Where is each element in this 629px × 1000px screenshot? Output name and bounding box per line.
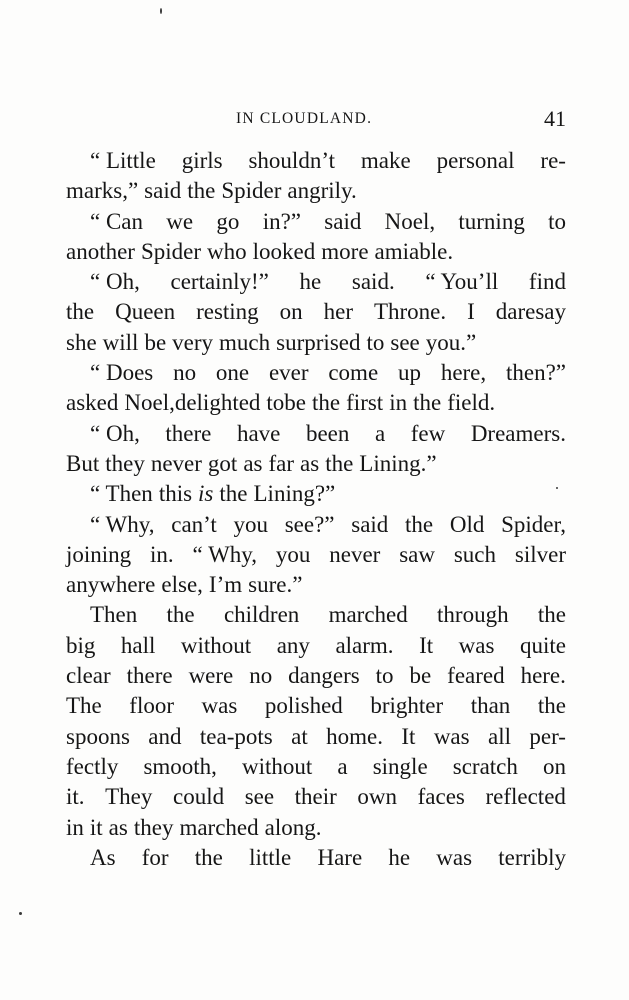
word: find bbox=[528, 269, 566, 295]
word: first bbox=[346, 390, 384, 416]
word: up bbox=[397, 360, 421, 386]
word: As bbox=[90, 844, 116, 870]
word: no bbox=[173, 360, 197, 386]
word: one bbox=[215, 360, 250, 386]
word: be bbox=[409, 663, 432, 689]
word: angrily. bbox=[287, 178, 357, 204]
word: personal bbox=[436, 148, 515, 173]
word: it bbox=[89, 814, 103, 840]
word: surprised bbox=[276, 329, 361, 355]
text-line bbox=[66, 328, 566, 358]
word: their bbox=[294, 784, 337, 810]
word: hall bbox=[120, 632, 156, 658]
word: own bbox=[357, 784, 398, 810]
word: be bbox=[144, 329, 167, 355]
word: and bbox=[148, 723, 182, 749]
word: much bbox=[219, 329, 271, 355]
word: alarm. bbox=[335, 632, 394, 658]
word: the bbox=[537, 602, 566, 628]
word: you bbox=[233, 511, 269, 537]
word: to bbox=[548, 208, 566, 234]
word: on bbox=[279, 299, 303, 325]
text-line bbox=[66, 267, 566, 297]
word: They bbox=[105, 784, 153, 810]
word: brighter bbox=[370, 693, 444, 719]
word: girls bbox=[181, 148, 223, 173]
word: Lining?” bbox=[253, 481, 336, 507]
word: could bbox=[172, 784, 225, 810]
word: saw bbox=[399, 541, 435, 567]
word: in?” bbox=[262, 208, 301, 234]
word: make bbox=[360, 148, 411, 173]
text-line bbox=[66, 388, 566, 418]
word: Spider bbox=[140, 238, 202, 264]
word: “ Little bbox=[90, 148, 156, 173]
word: spoons bbox=[66, 723, 130, 749]
word: quite bbox=[519, 632, 566, 658]
word: got bbox=[207, 450, 238, 476]
word: turning bbox=[458, 208, 525, 234]
word: as bbox=[108, 814, 128, 840]
word: single bbox=[372, 753, 428, 779]
word: “ Does bbox=[90, 360, 154, 386]
print-speck-left bbox=[19, 912, 22, 915]
word: else, bbox=[161, 572, 203, 598]
word: little bbox=[249, 844, 292, 870]
text-line bbox=[66, 661, 566, 691]
word: see bbox=[244, 784, 275, 810]
text-line bbox=[66, 237, 566, 267]
text-line bbox=[66, 510, 566, 540]
word: very bbox=[172, 329, 214, 355]
word: shouldn’t bbox=[248, 148, 335, 173]
word: “ Why, bbox=[90, 511, 155, 537]
word: “ You’ll bbox=[425, 269, 499, 295]
word: in. bbox=[150, 541, 174, 567]
word: the bbox=[219, 481, 248, 507]
word: sure.” bbox=[248, 572, 303, 598]
word: faces bbox=[417, 784, 465, 810]
word: Lining.” bbox=[359, 450, 437, 476]
word: without bbox=[180, 632, 252, 658]
word: re- bbox=[540, 148, 566, 173]
word: said bbox=[144, 178, 182, 204]
text-line bbox=[66, 146, 566, 176]
word: such bbox=[453, 541, 497, 567]
word: It bbox=[401, 723, 416, 749]
text-line bbox=[66, 419, 566, 449]
word: this bbox=[158, 481, 193, 507]
word: was bbox=[201, 693, 238, 719]
word: Spider bbox=[221, 178, 282, 204]
word: they bbox=[105, 450, 145, 476]
running-head bbox=[66, 106, 566, 130]
word: Noel,delighted bbox=[124, 390, 261, 416]
word: But bbox=[66, 450, 100, 476]
word: all bbox=[487, 723, 511, 749]
word: home. bbox=[326, 723, 383, 749]
text-line bbox=[66, 540, 566, 570]
print-speck-top bbox=[160, 8, 162, 14]
word: he bbox=[299, 269, 322, 295]
word: was bbox=[436, 844, 473, 870]
word: said bbox=[351, 511, 389, 537]
word: come bbox=[328, 360, 379, 386]
text-line bbox=[66, 600, 566, 630]
word: for bbox=[141, 844, 169, 870]
text-line bbox=[66, 691, 566, 721]
word: as bbox=[243, 450, 263, 476]
text-line bbox=[66, 782, 566, 812]
word: field. bbox=[447, 390, 496, 416]
word: they bbox=[133, 814, 174, 840]
word: there bbox=[126, 663, 173, 689]
word: smooth, bbox=[143, 753, 217, 779]
word: feared bbox=[447, 663, 505, 689]
word: few bbox=[410, 420, 446, 446]
word: without bbox=[242, 753, 313, 779]
word: on bbox=[543, 753, 566, 779]
word: far bbox=[268, 450, 295, 476]
word: looked bbox=[252, 238, 316, 264]
word: he bbox=[388, 844, 411, 870]
text-line bbox=[66, 752, 566, 782]
word: said. bbox=[351, 269, 395, 295]
word: will bbox=[102, 329, 139, 355]
word: the bbox=[537, 693, 566, 719]
word: Dreamers. bbox=[470, 420, 566, 446]
word: see bbox=[390, 329, 420, 355]
word: floor bbox=[129, 693, 175, 719]
word: any bbox=[276, 632, 310, 658]
word: marks,” bbox=[66, 178, 139, 204]
word: amiable. bbox=[374, 238, 454, 264]
word: fectly bbox=[66, 753, 119, 779]
word: the bbox=[166, 602, 195, 628]
word: “ Why, bbox=[192, 541, 258, 567]
word: clear bbox=[66, 663, 111, 689]
word: you.” bbox=[425, 329, 477, 355]
text-line bbox=[66, 176, 566, 206]
word: never bbox=[150, 450, 202, 476]
word: was bbox=[458, 632, 495, 658]
word: a bbox=[337, 753, 348, 779]
text-line bbox=[66, 570, 566, 600]
word: see?” bbox=[284, 511, 335, 537]
word: certainly!” bbox=[170, 269, 269, 295]
word: her bbox=[323, 299, 353, 325]
word: the bbox=[405, 511, 434, 537]
word: dangers bbox=[288, 663, 360, 689]
word: big bbox=[66, 632, 96, 658]
word: here, bbox=[440, 360, 487, 386]
word: the bbox=[187, 178, 216, 204]
word: The bbox=[66, 693, 102, 719]
word: go bbox=[216, 208, 240, 234]
word: “ Oh, bbox=[90, 269, 140, 295]
word: “ Can bbox=[90, 208, 144, 234]
word: it. bbox=[66, 784, 85, 810]
running-title: IN CLOUDLAND. bbox=[236, 110, 373, 127]
text-line bbox=[66, 479, 566, 509]
word: more bbox=[321, 238, 369, 264]
word: the bbox=[312, 390, 341, 416]
word: the bbox=[325, 450, 354, 476]
word: children bbox=[223, 602, 300, 628]
word: never bbox=[329, 541, 381, 567]
word: we bbox=[166, 208, 194, 234]
word: silver bbox=[514, 541, 566, 567]
page-number: 41 bbox=[544, 106, 566, 131]
word: there bbox=[165, 420, 212, 446]
word: than bbox=[470, 693, 511, 719]
word: terribly bbox=[498, 844, 566, 870]
word: joining bbox=[66, 541, 132, 567]
word: through bbox=[437, 602, 509, 628]
word: marched bbox=[179, 814, 259, 840]
word: along. bbox=[264, 814, 322, 840]
word: anywhere bbox=[66, 572, 156, 598]
text-line bbox=[66, 813, 566, 843]
word: another bbox=[66, 238, 135, 264]
word: scratch bbox=[452, 753, 518, 779]
word: at bbox=[291, 723, 308, 749]
word: the bbox=[194, 844, 223, 870]
word: no bbox=[249, 663, 273, 689]
word: asked bbox=[66, 390, 119, 416]
word: been bbox=[305, 420, 350, 446]
word: a bbox=[374, 420, 386, 446]
word: Old bbox=[449, 511, 485, 537]
word: “ Oh, bbox=[90, 420, 140, 446]
word: Noel, bbox=[384, 208, 436, 234]
word: I bbox=[467, 299, 475, 325]
word: tobe bbox=[266, 390, 307, 416]
word: here. bbox=[520, 663, 566, 689]
word: resting bbox=[196, 299, 259, 325]
word: Spider, bbox=[501, 511, 566, 537]
text-line bbox=[66, 358, 566, 388]
text-line bbox=[66, 631, 566, 661]
word: reflected bbox=[485, 784, 566, 810]
word: Throne. bbox=[373, 299, 447, 325]
word: can’t bbox=[171, 511, 217, 537]
word: in bbox=[389, 390, 408, 416]
word: per- bbox=[529, 723, 566, 749]
word: in bbox=[66, 814, 84, 840]
word: Hare bbox=[317, 844, 363, 870]
word: Queen bbox=[115, 299, 176, 325]
word: polished bbox=[264, 693, 343, 719]
text-line bbox=[66, 297, 566, 327]
body-text bbox=[66, 146, 566, 873]
word: marched bbox=[328, 602, 408, 628]
word: Then bbox=[90, 602, 138, 628]
word: It bbox=[419, 632, 434, 658]
word: “ Then bbox=[90, 481, 153, 507]
word: then?” bbox=[505, 360, 566, 386]
word: as bbox=[300, 450, 320, 476]
word: you bbox=[275, 541, 311, 567]
word: I’m bbox=[208, 572, 243, 598]
word: to bbox=[375, 663, 394, 689]
text-line bbox=[66, 843, 566, 873]
word: have bbox=[236, 420, 281, 446]
word: said bbox=[324, 208, 362, 234]
word: the bbox=[413, 390, 442, 416]
text-line bbox=[66, 207, 566, 237]
word: the bbox=[66, 299, 95, 325]
word: were bbox=[188, 663, 234, 689]
word: tea-pots bbox=[199, 723, 273, 749]
word: she bbox=[66, 329, 97, 355]
text-line bbox=[66, 722, 566, 752]
word: to bbox=[366, 329, 385, 355]
word: ever bbox=[268, 360, 309, 386]
word: who bbox=[207, 238, 247, 264]
text-line bbox=[66, 449, 566, 479]
word: daresay bbox=[495, 299, 566, 325]
word: is bbox=[198, 481, 214, 507]
word: was bbox=[433, 723, 470, 749]
